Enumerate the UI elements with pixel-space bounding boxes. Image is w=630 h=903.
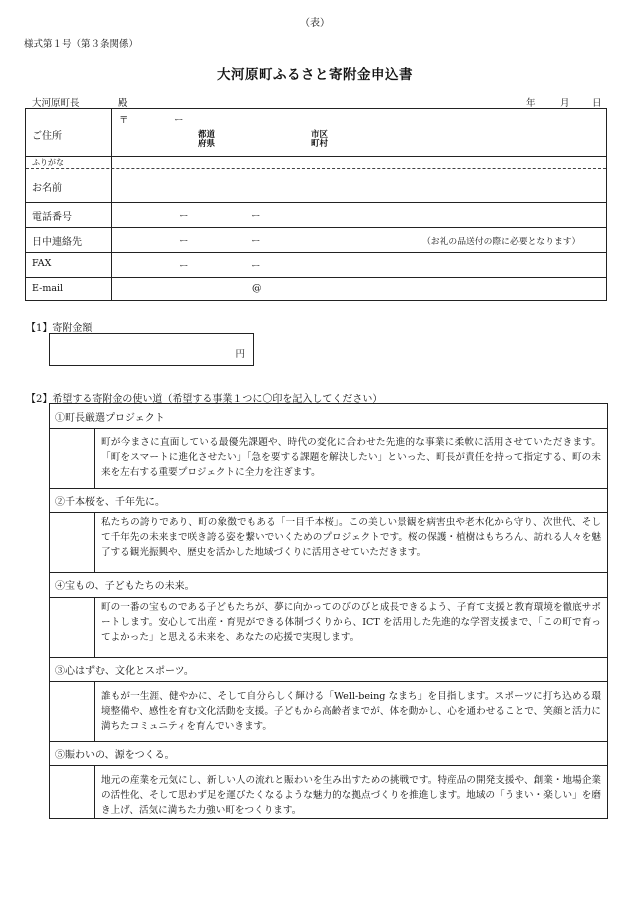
applicant-table (25, 108, 607, 301)
project-5-title: ⑤賑わいの、源をつくる。 (55, 750, 175, 761)
project-5-mark-field[interactable] (52, 767, 92, 816)
daytime-contact-label: 日中連絡先 (32, 237, 82, 248)
project-1-mark-field[interactable] (52, 430, 92, 486)
form-number: 様式第１号（第３条関係） (24, 39, 139, 50)
phone-separator-2: ー (251, 211, 261, 222)
project-2-title: ②千本桜を、千年先に。 (55, 497, 165, 508)
date-day-label[interactable]: 日 (592, 98, 602, 109)
daytime-separator-2: ー (251, 236, 261, 247)
project-3-mark-field[interactable] (52, 683, 92, 739)
donation-amount-heading: 【1】寄附金額 (26, 323, 93, 334)
addressee-suffix: 殿 (118, 98, 128, 109)
project-1-title: ①町長厳選プロジェクト (55, 413, 165, 424)
email-label: E-mail (32, 283, 64, 294)
fax-label: FAX (32, 258, 52, 269)
usage-table (49, 403, 608, 819)
name-label: お名前 (32, 183, 62, 194)
prefecture-label: 都道 府県 (198, 130, 216, 149)
project-4-mark-field[interactable] (52, 599, 92, 655)
project-4-description: 町の一番の宝ものである子どもたちが、夢に向かってのびのびと成長できるよう、子育て支援と教育環境を徹底サポートします。安心して出産・育児ができる体制づくりから、ICT を活用した先進的な学習支援まで、「この町で育ってよかった」と思える未来を、あなたの応援で実現します。 (101, 602, 601, 643)
fax-field[interactable] (116, 255, 601, 274)
email-at-sign: @ (252, 283, 262, 294)
project-4-title: ④宝もの、子どもたちの未来。 (55, 581, 195, 592)
project-5-description: 地元の産業を元気にし、新しい人の流れと賑わいを生み出すための挑戦です。特産品の開発支援や、創業・地場企業の活性化、そして思わず足を運びたくなるような魅力的な拠点づくりを推進します。地域の「うまい・楽しい」を磨き上げ、活気に満ちた力強い町をつくります。 (101, 775, 601, 816)
daytime-contact-field[interactable] (116, 230, 416, 249)
phone-separator-1: ー (179, 211, 189, 222)
column-divider (111, 109, 112, 300)
project-3-title: ③心はずむ、文化とスポーツ。 (55, 666, 194, 677)
form-title: 大河原町ふるさと寄附金申込書 (217, 67, 413, 83)
date-month-label[interactable]: 月 (560, 98, 570, 109)
city-label: 市区 町村 (311, 130, 329, 149)
addressee: 大河原町長 (32, 98, 80, 109)
phone-label: 電話番号 (32, 212, 72, 223)
fax-separator-1: ー (179, 261, 189, 272)
city-field[interactable] (226, 129, 306, 149)
address-label: ご住所 (32, 131, 62, 142)
phone-field[interactable] (116, 205, 601, 224)
postal-dash: ー (174, 115, 184, 126)
project-1-description: 町が今まさに直面している最優先課題や、時代の変化に合わせた先進的な事業に柔軟に活用させていただきます。「町をスマートに進化させたい」「急を要する課題を解決したい」といった、町長が責任を持って指定する、町の未来を左右する重要プロジェクトに全力を注ぎます。 (101, 437, 601, 478)
fax-separator-2: ー (251, 261, 261, 272)
furigana-label: ふりがな (32, 158, 64, 167)
usage-heading: 【2】希望する寄附金の使い道（希望する事業１つに〇印を記入してください） (26, 394, 383, 405)
project-3-description: 誰もが一生涯、健やかに、そして自分らしく輝ける「Well-being なまち」を目指します。スポーツに打ち込める環境整備や、感性を育む文化活動を支援。子どもから高齢者までが、体を動かし、心を通わせることで、笑顔と活力に満ちたコミュニティを育んでいきます。 (101, 691, 601, 732)
header-mark: （表） (300, 18, 330, 29)
yen-unit: 円 (235, 349, 245, 360)
daytime-separator-1: ー (179, 236, 189, 247)
project-2-mark-field[interactable] (52, 514, 92, 570)
daytime-contact-note: （お礼の品送付の際に必要となります） (422, 237, 581, 247)
project-2-description: 私たちの誇りであり、町の象徴でもある「一目千本桜」。この美しい景観を病害虫や老木化から守り、次世代、そして千年先の未来まで咲き誇る姿を繋いでいくためのプロジェクトです。桜の保護・植樹はもちろん、訪れる人々を魅了する観光振興や、歴史を活かした地域づくりに活用させていただきます。 (101, 517, 601, 558)
date-year-label[interactable]: 年 (526, 98, 536, 109)
postal-mark: 〒 (119, 115, 129, 126)
street-address-field[interactable] (346, 129, 601, 153)
furigana-field[interactable] (116, 157, 601, 167)
name-field[interactable] (116, 172, 601, 198)
donation-amount-field[interactable] (49, 333, 254, 366)
email-field[interactable] (116, 280, 601, 298)
prefecture-field[interactable] (116, 129, 196, 149)
